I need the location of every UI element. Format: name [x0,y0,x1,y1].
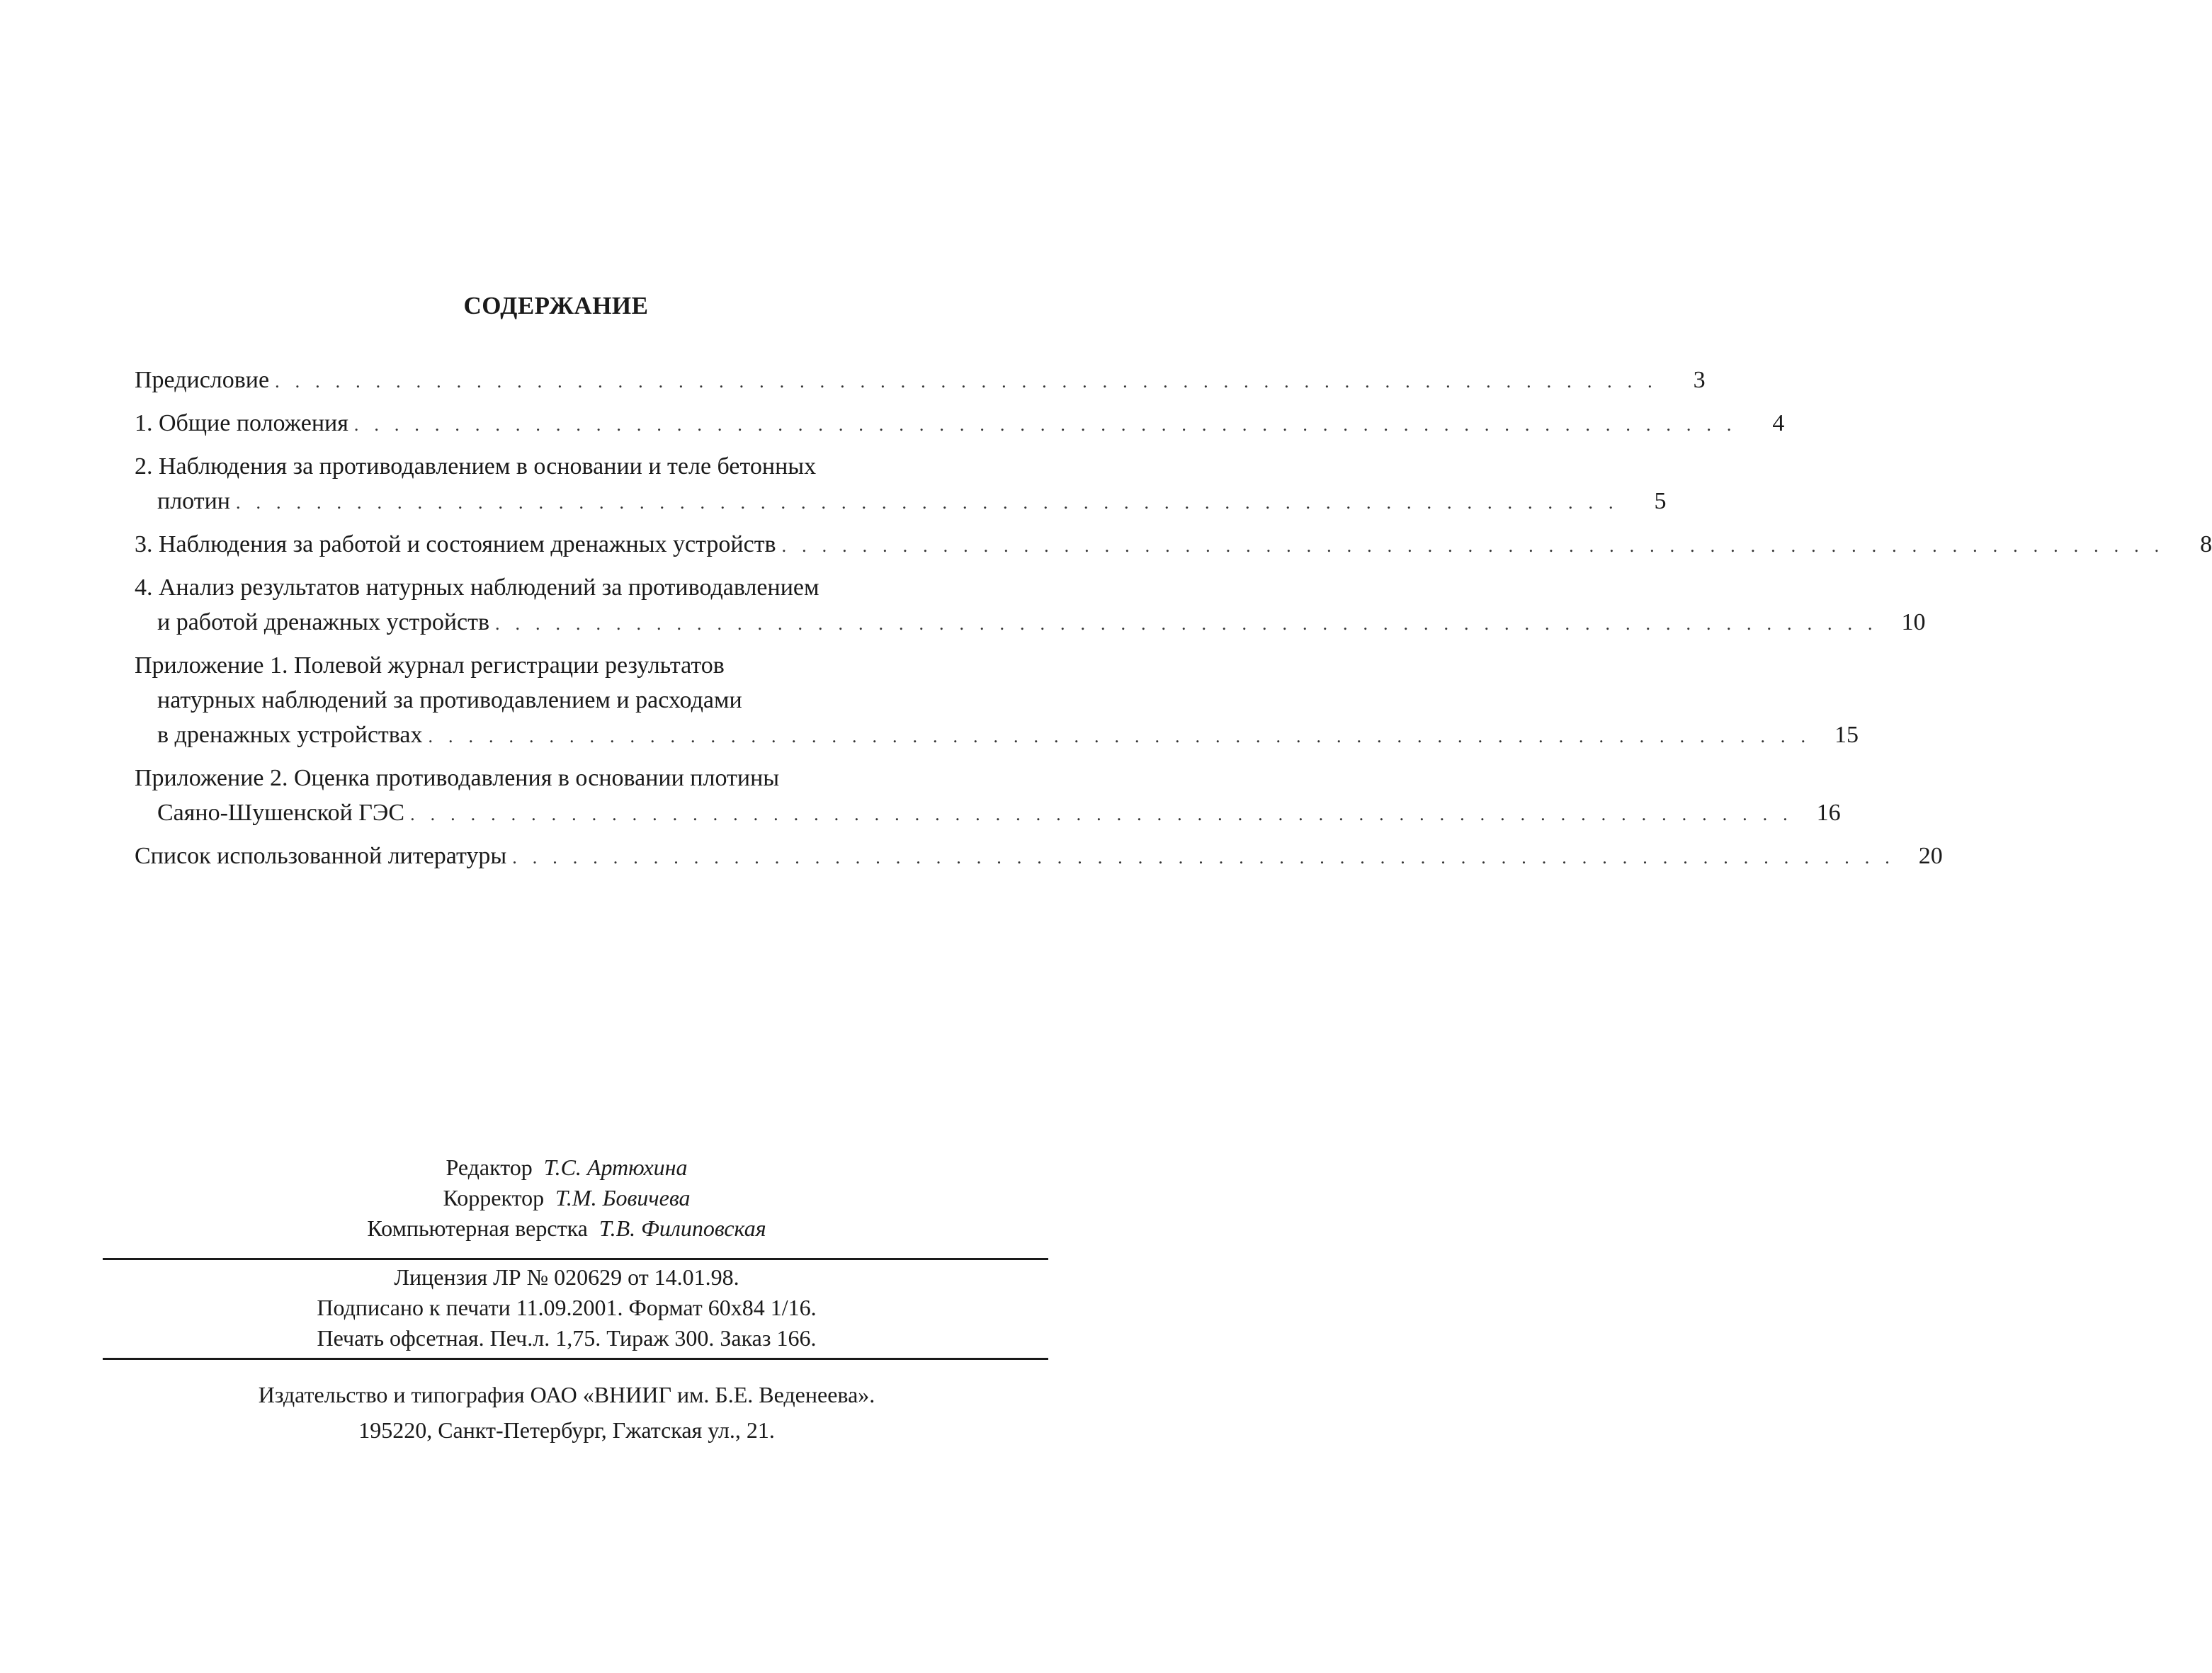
imprint-block [0,1262,1133,1354]
editor-label: Редактор [446,1155,533,1180]
toc-entry-section-3 [135,527,2212,563]
dot-leader: ..................................................................... [353,414,1747,435]
toc-entry-section-2 [135,449,1667,520]
layout-line [0,1213,1133,1244]
license-line: Лицензия ЛР № 020629 от 14.01.98. [394,1264,739,1290]
credits-block [0,1152,1133,1244]
toc-entry-section-4 [135,570,1926,641]
divider-top [103,1258,1048,1260]
toc-entry-text-continued: Саяно-Шушенской ГЭС [157,800,405,826]
corrector-line [0,1183,1133,1213]
dot-leader: ..................................................................... [235,492,1629,513]
toc-page-number: 16 [1816,800,1841,826]
toc-entry-text: Приложение 1. Полевой журнал регистрации результатов [135,652,725,679]
toc-page-number: 3 [1693,367,1706,393]
toc-entry-text: 1. Общие положения [135,410,348,436]
dot-leader: ..................................................................... [428,726,1821,747]
publisher-block [0,1377,1133,1448]
toc-entry-text: Приложение 2. Оценка противодавления в основании плотины [135,765,780,791]
dot-leader: ..................................................................... [275,371,1668,392]
dot-leader: ..................................................................... [781,535,2175,556]
print-line: Печать офсетная. Печ.л. 1,75. Тираж 300. Заказ 166. [317,1325,817,1351]
toc-entry-section-1 [135,406,1785,442]
dot-leader: ..................................................................... [410,804,1803,824]
publisher-address: 195220, Санкт-Петербург, Гжатская ул., 21. [358,1417,775,1443]
corrector-name: Т.М. Бовичева [555,1185,691,1210]
signed-line: Подписано к печати 11.09.2001. Формат 60х84 1/16. [317,1295,817,1320]
toc-entry-text-continued: плотин [157,488,230,514]
editor-name: Т.С. Артюхина [543,1155,688,1180]
toc-entry-references [135,839,1943,875]
toc-page-number: 20 [1918,843,1943,869]
layout-label: Компьютерная верстка [367,1215,588,1241]
toc-page-number: 15 [1834,722,1859,748]
toc-entry-text: Список использованной литературы [135,843,507,869]
dot-leader: ..................................................................... [495,613,1888,634]
page-title: СОДЕРЖАНИЕ [463,292,649,319]
toc-page-number: 10 [1901,609,1926,635]
toc-entry-text: 2. Наблюдения за противодавлением в основании и теле бетонных [135,453,817,480]
toc-entry-text: 3. Наблюдения за работой и состоянием дренажных устройств [135,531,776,557]
toc-page-number: 4 [1772,410,1785,436]
toc-entry-preface [135,363,1706,399]
toc-entry-text: 4. Анализ результатов натурных наблюдений за противодавлением [135,574,819,601]
dot-leader: ..................................................................... [512,847,1905,868]
editor-line [0,1152,1133,1183]
table-of-contents [135,363,2212,875]
toc-entry-text-continued: и работой дренажных устройств [157,609,490,635]
toc-entry-appendix-2 [135,761,1841,832]
toc-entry-text: Предисловие [135,367,270,393]
layout-name: Т.В. Филиповская [599,1215,766,1241]
publisher-name: Издательство и типография ОАО «ВНИИГ им. Б.Е. Веденеева». [258,1382,875,1407]
toc-entry-appendix-1 [135,648,1859,754]
toc-entry-text-continued: натурных наблюдений за противодавлением и расходами [157,687,742,713]
toc-page-number: 8 [2200,531,2212,557]
divider-bottom [103,1358,1048,1360]
corrector-label: Корректор [443,1185,545,1210]
toc-entry-text-continued: в дренажных устройствах [157,722,423,748]
toc-page-number: 5 [1654,488,1667,514]
